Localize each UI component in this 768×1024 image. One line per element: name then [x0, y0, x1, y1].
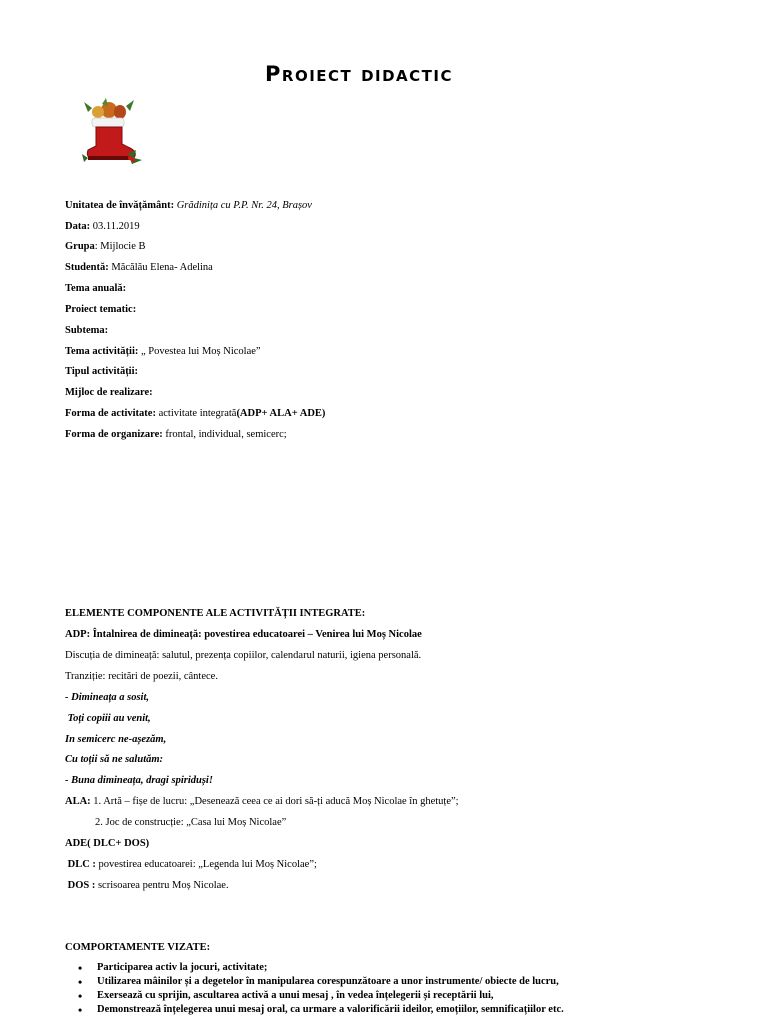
discussion-line: Discuția de dimineață: salutul, prezența copiilor, calendarul naturii, igiena personală.: [65, 650, 422, 661]
date-label: Data:: [65, 221, 91, 232]
group-value: : Mijlocie B: [94, 241, 146, 252]
list-item: • Participarea activ la jocuri, activitate;: [65, 961, 564, 975]
poem-line: - Buna dimineața, dragi spiriduși!: [65, 775, 213, 786]
adp-line: ADP: Întalnirea de dimineață: povestirea educatoarei – Venirea lui Moș Nicolae: [65, 629, 422, 640]
ala-row: [65, 795, 459, 809]
date-row: [65, 220, 140, 234]
activity-form-label: Forma de activitate:: [65, 408, 156, 419]
page-title: Proiect didactic: [265, 62, 453, 86]
list-item: • Exersează cu sprijin, ascultarea activă a unui mesaj , în vedea înțelegerii și receptării lui,: [65, 989, 564, 1003]
activity-theme-value: „ Povestea lui Moș Nicolae”: [141, 346, 261, 357]
poem-line: Cu toții să ne salutăm:: [65, 754, 164, 765]
group-label: Grupa: [65, 241, 95, 252]
subtheme-label: Subtema:: [65, 325, 109, 336]
elements-heading: ELEMENTE COMPONENTE ALE ACTIVITĂȚII INTEGRATE:: [65, 608, 366, 619]
thematic-project-label: Proiect tematic:: [65, 304, 137, 315]
student-row: [65, 261, 213, 275]
list-item: • Demonstrează înțelegerea unui mesaj oral, ca urmare a valorificării ideilor, emoțiilor, semnificațiilor etc.: [65, 1003, 564, 1017]
organization-row: [65, 428, 287, 442]
ade-line: ADE( DLC+ DOS): [65, 838, 150, 849]
unit-label: Unitatea de învățământ:: [65, 200, 175, 211]
behaviors-heading: COMPORTAMENTE VIZATE:: [65, 942, 211, 953]
activity-form-bold: (ADP+ ALA+ ADE): [236, 408, 326, 419]
organization-value: frontal, individual, semicerc;: [165, 429, 287, 440]
means-label: Mijloc de realizare:: [65, 387, 153, 398]
dos-value: scrisoarea pentru Moș Nicolae.: [95, 880, 229, 891]
annual-theme-label: Tema anuală:: [65, 283, 127, 294]
dlc-value: povestirea educatoarei: „Legenda lui Moș Nicolae”;: [95, 859, 317, 870]
ala-label: ALA:: [65, 796, 91, 807]
activity-form-row: [65, 407, 325, 421]
poem-line: - Dimineața a sosit,: [65, 692, 150, 703]
dlc-label: DLC :: [65, 859, 96, 870]
dos-row: [65, 879, 229, 893]
ala-item-1: 1. Artă – fișe de lucru: „Desenează ceea ce ai dori să-ți aducă Moș Nicolae în ghetuțe”;: [90, 796, 459, 807]
activity-theme-label: Tema activității:: [65, 346, 139, 357]
activity-type-label: Tipul activității:: [65, 366, 139, 377]
activity-form-value: activitate integrată: [158, 408, 237, 419]
group-row: [65, 240, 146, 254]
poem-line: Toți copiii au venit,: [65, 713, 151, 724]
activity-theme-row: [65, 345, 261, 359]
behaviors-list: [65, 961, 564, 1017]
list-item: • Utilizarea mâinilor și a degetelor în manipularea corespunzătoare a unor instrumente/ obiecte de lucru,: [65, 975, 564, 989]
student-value: Măcălău Elena- Adelina: [111, 262, 213, 273]
christmas-boot-icon: [74, 98, 144, 174]
student-label: Studentă:: [65, 262, 109, 273]
ala-item-2: 2. Joc de construcție: „Casa lui Moș Nicolae”: [95, 817, 287, 828]
poem-line: In semicerc ne-așezăm,: [65, 734, 167, 745]
dos-label: DOS :: [65, 880, 96, 891]
unit-row: [65, 199, 312, 213]
dlc-row: [65, 858, 317, 872]
organization-label: Forma de organizare:: [65, 429, 163, 440]
transition-line: Tranziție: recitări de poezii, cântece.: [65, 671, 218, 682]
date-value: 03.11.2019: [92, 221, 140, 232]
unit-value: Grădinița cu P.P. Nr. 24, Brașov: [176, 200, 312, 211]
